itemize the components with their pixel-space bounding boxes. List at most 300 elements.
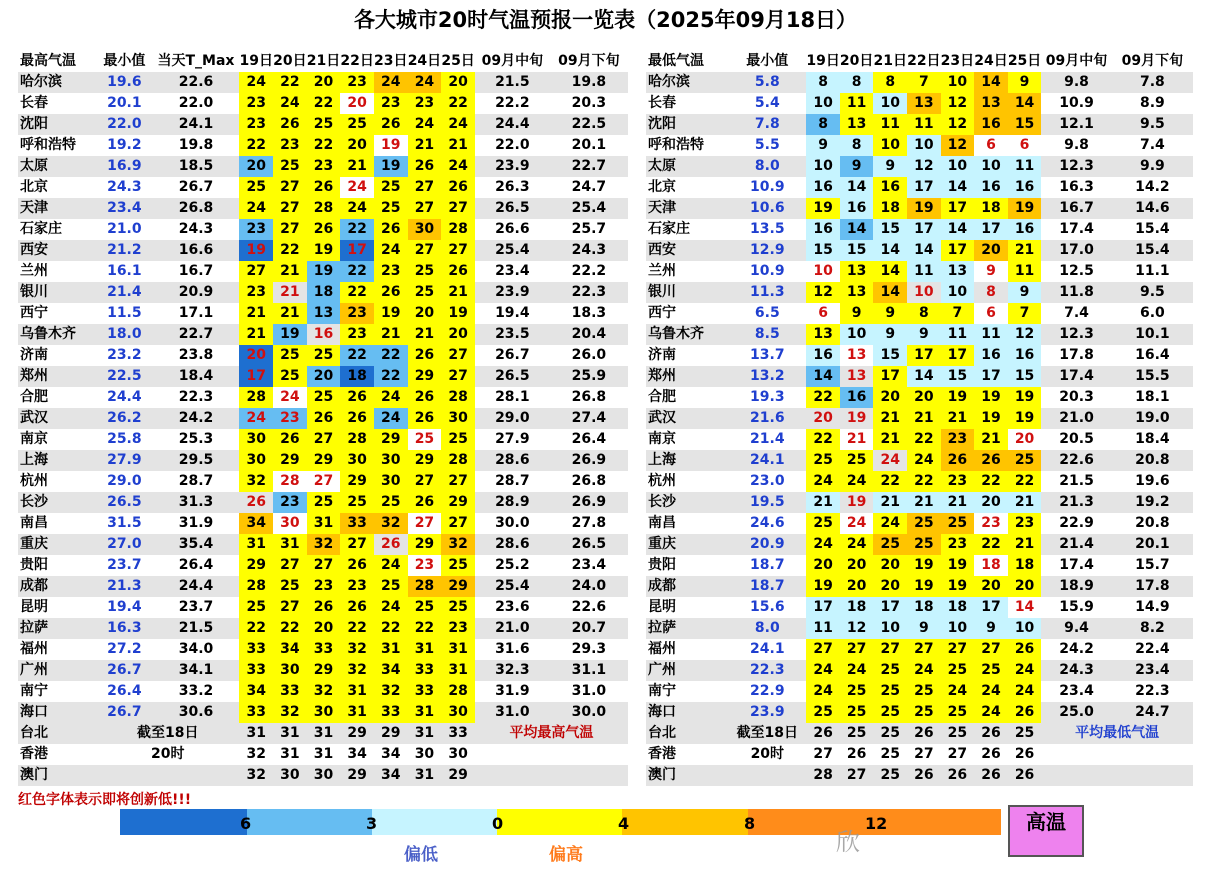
data-cell: 26.4	[178, 557, 214, 573]
data-cell: 30	[441, 702, 475, 723]
data-cell: 20.8	[1112, 450, 1193, 471]
data-cell: 19	[941, 576, 975, 597]
table-row	[18, 513, 628, 534]
data-cell: 20	[873, 387, 907, 408]
data-cell: 23.4	[96, 198, 152, 219]
data-cell: 30	[441, 408, 475, 429]
data-cell: 7	[1008, 303, 1042, 324]
header-cell: 最低气温	[648, 53, 704, 69]
city-name: 南昌	[648, 515, 676, 531]
data-cell: 28.7	[178, 473, 214, 489]
data-cell: 17	[806, 597, 840, 618]
data-cell: 9	[1008, 72, 1042, 93]
data-cell: 21.0	[475, 618, 550, 639]
data-cell: 22.9	[750, 683, 785, 699]
data-cell: 19	[907, 198, 941, 219]
data-cell: 11	[1008, 156, 1042, 177]
data-cell: 11.8	[1041, 282, 1111, 303]
data-cell: 29	[441, 765, 475, 786]
data-cell: 14.9	[1135, 599, 1170, 615]
data-cell: 19	[1008, 198, 1042, 219]
data-cell: 31	[408, 765, 442, 786]
data-cell: 25	[414, 431, 435, 447]
data-cell: 31	[408, 639, 442, 660]
data-cell: 32	[340, 660, 374, 681]
data-cell: 23	[941, 471, 975, 492]
city-name: 乌鲁木齐	[18, 324, 96, 345]
data-cell: 16	[974, 177, 1008, 198]
header-cell: 19日	[239, 53, 273, 69]
data-cell: 20	[239, 156, 273, 177]
data-cell: 19.3	[750, 389, 785, 405]
data-cell: 17.4	[1041, 366, 1111, 387]
table-row	[18, 240, 628, 261]
data-cell: 21	[374, 324, 408, 345]
data-cell: 31.0	[475, 702, 550, 723]
data-cell: 12	[1008, 324, 1042, 345]
data-cell: 22	[974, 534, 1008, 555]
data-cell: 6	[818, 305, 828, 321]
data-cell: 17.1	[178, 305, 214, 321]
city-name: 上海	[646, 450, 728, 471]
data-cell: 21.6	[728, 408, 806, 429]
data-cell: 29.3	[571, 641, 607, 657]
city-name: 重庆	[646, 534, 728, 555]
data-cell: 22	[873, 471, 907, 492]
data-cell: 10.9	[1059, 95, 1094, 111]
data-cell: 17.4	[1059, 557, 1094, 573]
data-cell: 10.9	[750, 263, 785, 279]
data-cell: 29	[340, 765, 374, 786]
data-cell: 10	[907, 282, 941, 303]
data-cell: 19.6	[1135, 473, 1170, 489]
data-cell: 20	[873, 555, 907, 576]
data-cell: 30	[273, 660, 307, 681]
data-cell: 21	[239, 324, 273, 345]
legend-low-label: 偏低	[404, 845, 438, 865]
data-cell: 27	[313, 473, 334, 489]
data-cell: 32	[239, 471, 273, 492]
data-cell: 22.6	[571, 599, 607, 615]
data-cell: 26	[273, 114, 307, 135]
data-cell: 25	[1008, 723, 1042, 744]
data-cell: 24	[374, 555, 408, 576]
data-cell: 16.6	[153, 240, 240, 261]
note-cell: 截至18日	[96, 723, 239, 744]
data-cell: 33.2	[178, 683, 214, 699]
data-cell: 31	[239, 723, 273, 744]
data-cell: 21	[941, 408, 975, 429]
table-row	[646, 240, 1193, 261]
data-cell: 14	[873, 282, 907, 303]
data-cell: 26.3	[495, 179, 530, 195]
table-row	[646, 303, 1193, 324]
data-cell: 26	[239, 492, 273, 513]
data-cell: 22	[340, 282, 374, 303]
data-cell: 33	[239, 639, 273, 660]
data-cell: 27	[840, 765, 874, 786]
data-cell: 24	[907, 450, 941, 471]
city-name: 福州	[648, 641, 676, 657]
data-cell: 21	[441, 135, 475, 156]
data-cell: 11.3	[728, 282, 806, 303]
table-row	[18, 408, 628, 429]
data-cell: 25.2	[495, 557, 530, 573]
data-cell: 29	[408, 450, 442, 471]
data-cell: 16	[307, 324, 341, 345]
data-cell: 29	[374, 723, 408, 744]
data-cell: 26.2	[96, 408, 152, 429]
city-name: 澳门	[18, 765, 96, 786]
data-cell: 23	[307, 156, 341, 177]
city-name: 杭州	[20, 473, 48, 489]
data-cell: 24.1	[750, 641, 785, 657]
data-cell: 23.4	[1112, 660, 1193, 681]
data-cell: 18.4	[1135, 431, 1170, 447]
legend-seg-1	[120, 809, 247, 835]
header-cell: 最小值	[746, 53, 789, 69]
data-cell: 22	[239, 618, 273, 639]
data-cell: 31	[441, 660, 475, 681]
data-cell: 27	[408, 198, 442, 219]
data-cell: 20.9	[728, 534, 806, 555]
data-cell: 22.3	[1135, 683, 1170, 699]
data-cell: 9.4	[1041, 618, 1111, 639]
data-cell: 21.5	[475, 72, 550, 93]
data-cell: 32	[273, 702, 307, 723]
data-cell: 26	[307, 597, 341, 618]
data-cell: 11	[974, 324, 1008, 345]
table-row	[18, 177, 628, 198]
data-cell: 18	[307, 282, 341, 303]
data-cell: 27	[806, 639, 840, 660]
data-cell: 24.4	[475, 114, 550, 135]
table-row	[18, 366, 628, 387]
data-cell: 14	[941, 219, 975, 240]
data-cell: 18	[840, 597, 874, 618]
data-cell: 24	[873, 513, 907, 534]
data-cell: 19.2	[1112, 492, 1193, 513]
data-cell: 15	[941, 366, 975, 387]
data-cell: 25.4	[550, 198, 628, 219]
data-cell: 10	[941, 618, 975, 639]
header-cell: 当天T_Max	[157, 53, 235, 69]
legend-high-label: 偏高	[549, 845, 583, 865]
data-cell: 26	[941, 450, 975, 471]
data-cell: 12	[941, 135, 975, 156]
data-cell: 21	[806, 492, 840, 513]
data-cell: 27.8	[571, 515, 607, 531]
data-cell: 18.4	[153, 366, 240, 387]
city-name: 重庆	[18, 534, 96, 555]
data-cell: 22.0	[178, 95, 214, 111]
data-cell: 16	[1008, 345, 1042, 366]
data-cell: 13	[840, 366, 874, 387]
data-cell: 9.8	[1041, 72, 1111, 93]
city-name: 银川	[18, 282, 96, 303]
data-cell: 10	[806, 156, 840, 177]
city-name: 拉萨	[646, 618, 728, 639]
data-cell: 25	[441, 555, 475, 576]
data-cell: 16	[1008, 219, 1042, 240]
table-row	[646, 93, 1193, 114]
table-row	[646, 597, 1193, 618]
data-cell: 7.8	[1112, 72, 1193, 93]
data-cell: 17	[941, 198, 975, 219]
city-name: 南京	[20, 431, 48, 447]
data-cell: 10	[941, 72, 975, 93]
data-cell: 23.7	[107, 557, 142, 573]
data-cell: 13	[907, 93, 941, 114]
table-row	[646, 681, 1193, 702]
data-cell: 20	[873, 576, 907, 597]
data-cell: 31.0	[571, 683, 607, 699]
table-row	[646, 702, 1193, 723]
data-cell: 6.5	[754, 305, 780, 321]
data-cell: 25	[873, 534, 907, 555]
data-cell: 25	[907, 681, 941, 702]
header-cell: 24日	[407, 53, 442, 69]
data-cell: 12.9	[728, 240, 806, 261]
data-cell: 22	[273, 618, 307, 639]
data-cell: 25	[408, 282, 442, 303]
data-cell: 14	[1014, 599, 1035, 615]
data-cell: 8.0	[728, 156, 806, 177]
data-cell: 20	[441, 72, 475, 93]
data-cell: 28	[408, 576, 442, 597]
data-cell: 23	[340, 72, 374, 93]
data-cell: 27	[441, 471, 475, 492]
header-cell: 23日	[374, 53, 408, 69]
data-cell: 29	[408, 366, 442, 387]
table-row	[18, 282, 628, 303]
data-cell: 8.0	[728, 618, 806, 639]
data-cell: 31.9	[495, 683, 530, 699]
table-row	[646, 135, 1193, 156]
data-cell: 26.7	[96, 660, 152, 681]
data-cell: 32	[374, 513, 408, 534]
data-cell: 25	[941, 660, 975, 681]
data-cell: 26	[340, 597, 374, 618]
data-cell: 20	[441, 324, 475, 345]
data-cell: 20	[307, 366, 341, 387]
data-cell: 25	[840, 723, 874, 744]
data-cell: 21	[273, 303, 307, 324]
data-cell: 20	[307, 618, 341, 639]
table-row	[18, 198, 628, 219]
data-cell: 25	[441, 597, 475, 618]
table-row	[18, 639, 628, 660]
data-cell: 20	[239, 345, 273, 366]
data-cell: 26	[974, 450, 1008, 471]
data-cell: 19.8	[550, 72, 628, 93]
data-cell: 25	[873, 681, 907, 702]
data-cell: 25	[806, 702, 840, 723]
header-cell: 21日	[873, 53, 907, 69]
data-cell: 6	[986, 305, 996, 321]
data-cell: 29	[239, 555, 273, 576]
data-cell: 17.0	[1041, 240, 1111, 261]
data-cell: 22	[340, 345, 374, 366]
page-title: 各大城市20时气温预报一览表（2025年09月18日）	[353, 8, 858, 32]
data-cell: 26.5	[550, 534, 628, 555]
legend-num-6: 6	[240, 814, 252, 833]
data-cell: 24	[441, 114, 475, 135]
data-cell: 32	[340, 639, 374, 660]
data-cell: 24	[340, 198, 374, 219]
data-cell: 26.5	[475, 198, 550, 219]
data-cell: 19	[941, 555, 975, 576]
data-cell: 27	[273, 198, 307, 219]
data-cell: 25	[273, 156, 307, 177]
data-cell: 15	[840, 240, 874, 261]
data-cell: 20	[907, 387, 941, 408]
data-cell: 32	[307, 681, 341, 702]
data-cell: 23.4	[495, 263, 530, 279]
header-cell: 09月中旬	[481, 53, 544, 69]
data-cell: 27	[907, 639, 941, 660]
data-cell: 20	[347, 95, 367, 111]
city-name: 南京	[648, 431, 676, 447]
data-cell: 20	[974, 576, 1008, 597]
data-cell: 27	[273, 219, 307, 240]
data-cell: 26	[340, 408, 374, 429]
data-cell: 15	[806, 240, 840, 261]
data-cell: 25.8	[107, 431, 142, 447]
table-row	[646, 618, 1193, 639]
note-cell: 20时	[750, 746, 785, 762]
data-cell: 22	[408, 618, 442, 639]
data-cell: 13.7	[750, 347, 785, 363]
city-name: 西安	[646, 240, 728, 261]
data-cell: 24.6	[750, 515, 785, 531]
data-cell: 17.8	[1112, 576, 1193, 597]
data-cell: 26.8	[571, 473, 607, 489]
data-cell: 28.7	[495, 473, 530, 489]
data-cell: 20	[840, 576, 874, 597]
data-cell: 26	[307, 219, 341, 240]
data-cell: 25.4	[475, 240, 550, 261]
data-cell: 17	[907, 177, 941, 198]
data-cell: 19	[273, 324, 307, 345]
data-cell: 30.0	[495, 515, 530, 531]
header-cell: 20日	[839, 53, 874, 69]
data-cell: 26	[1008, 702, 1042, 723]
data-cell: 22	[239, 135, 273, 156]
data-cell: 14	[907, 240, 941, 261]
data-cell: 19.4	[107, 599, 142, 615]
data-cell: 15.5	[1112, 366, 1193, 387]
data-cell: 23	[374, 93, 408, 114]
city-name: 沈阳	[646, 114, 728, 135]
summary-label: 平均最高气温	[475, 723, 628, 744]
data-cell: 29	[441, 576, 475, 597]
data-cell: 20	[806, 408, 840, 429]
data-cell: 26	[846, 746, 867, 762]
data-cell: 14	[840, 177, 874, 198]
data-cell: 25.7	[571, 221, 607, 237]
data-cell: 24	[873, 450, 907, 471]
data-cell: 24.4	[107, 389, 142, 405]
data-cell: 23	[239, 114, 273, 135]
data-cell: 29	[374, 429, 408, 450]
data-cell: 23	[981, 515, 1001, 531]
data-cell: 22.2	[495, 95, 530, 111]
header-cell: 09月中旬	[1045, 53, 1108, 69]
data-cell: 27	[307, 429, 341, 450]
data-cell: 10	[806, 93, 840, 114]
header-cell: 09月下旬	[1121, 53, 1184, 69]
data-cell: 24	[974, 702, 1008, 723]
data-cell: 29	[441, 492, 475, 513]
data-cell: 30	[374, 450, 408, 471]
data-cell: 10	[941, 156, 975, 177]
data-cell: 25	[374, 492, 408, 513]
data-cell: 9	[907, 618, 941, 639]
data-cell: 30	[408, 219, 442, 240]
city-name: 成都	[646, 576, 728, 597]
data-cell: 23	[273, 408, 307, 429]
note-cell	[728, 765, 806, 786]
data-cell: 24.0	[550, 576, 628, 597]
data-cell: 21	[340, 156, 374, 177]
data-cell: 28	[239, 387, 273, 408]
data-cell: 27	[340, 534, 374, 555]
data-cell: 23	[340, 324, 374, 345]
data-cell: 19	[381, 137, 401, 153]
data-cell: 14	[1008, 93, 1042, 114]
data-cell: 24	[1008, 660, 1042, 681]
table-row	[646, 198, 1193, 219]
data-cell: 10	[941, 282, 975, 303]
data-cell: 20	[340, 135, 374, 156]
data-cell: 30	[239, 429, 273, 450]
table-row	[18, 702, 628, 723]
data-cell: 27	[273, 597, 307, 618]
data-cell: 9	[873, 156, 907, 177]
data-cell: 26.4	[107, 683, 142, 699]
table-row	[646, 492, 1193, 513]
data-cell: 26	[907, 765, 941, 786]
table-row	[646, 534, 1193, 555]
header-cell: 21日	[306, 53, 341, 69]
city-name: 福州	[20, 641, 48, 657]
data-cell: 26.8	[153, 198, 240, 219]
city-name: 石家庄	[20, 221, 62, 237]
legend-seg-2	[247, 809, 372, 835]
data-cell: 26	[340, 387, 374, 408]
data-cell: 23	[273, 135, 307, 156]
data-cell: 19	[1008, 408, 1042, 429]
data-cell: 27	[414, 515, 435, 531]
data-cell: 16	[974, 345, 1008, 366]
data-cell: 26.7	[96, 702, 152, 723]
data-cell: 7	[941, 303, 975, 324]
data-cell: 15.9	[1059, 599, 1094, 615]
data-cell: 12	[941, 93, 975, 114]
data-cell: 11	[1008, 261, 1042, 282]
data-cell: 23	[239, 93, 273, 114]
data-cell: 10.1	[1112, 324, 1193, 345]
data-cell: 29	[307, 660, 341, 681]
header-cell: 最高气温	[20, 53, 76, 69]
city-name: 呼和浩特	[20, 137, 76, 153]
data-cell: 34	[347, 746, 367, 762]
data-cell: 31	[280, 746, 300, 762]
data-cell: 21	[239, 303, 273, 324]
data-cell: 18	[907, 597, 941, 618]
city-name: 郑州	[646, 366, 728, 387]
